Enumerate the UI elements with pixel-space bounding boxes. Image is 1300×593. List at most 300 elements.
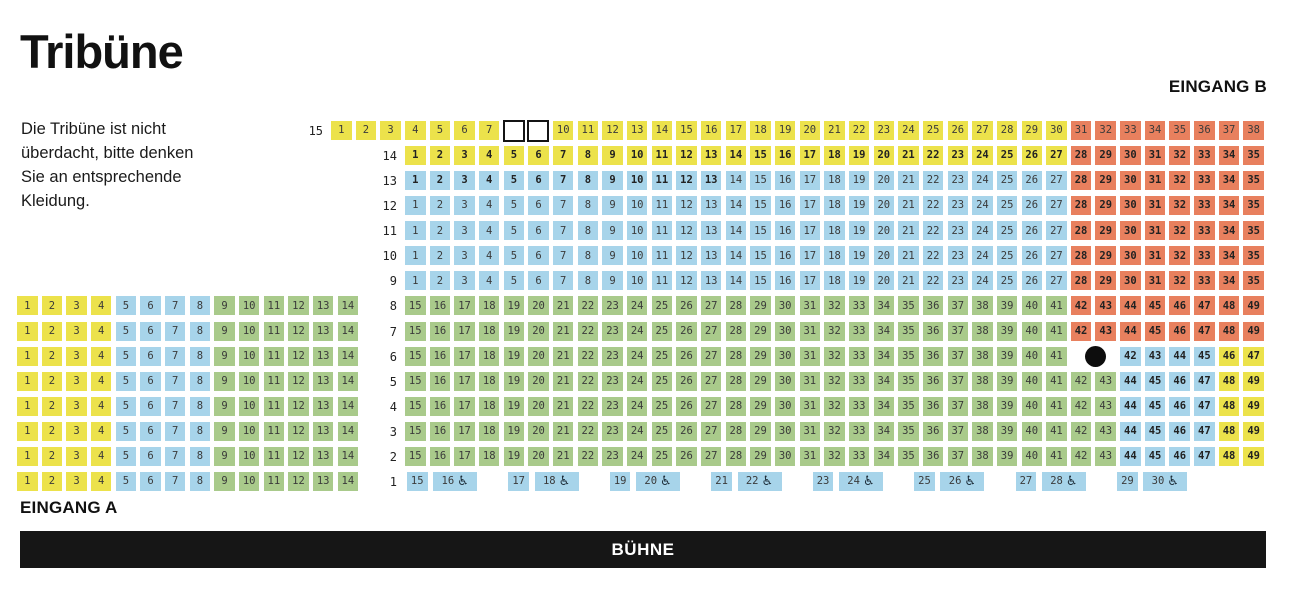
seat[interactable]: 19: [504, 397, 525, 416]
seat[interactable]: 32: [1169, 271, 1190, 290]
seat[interactable]: 32: [1169, 171, 1190, 190]
seat[interactable]: 4: [405, 121, 426, 140]
seat[interactable]: 39: [997, 322, 1018, 341]
seat[interactable]: 28: [726, 372, 747, 391]
seat[interactable]: 24: [972, 196, 993, 215]
seat[interactable]: 32: [824, 372, 845, 391]
seat[interactable]: 32: [1169, 196, 1190, 215]
seat[interactable]: 18: [750, 121, 771, 140]
seat[interactable]: 38: [972, 397, 993, 416]
seat[interactable]: 16: [775, 246, 796, 265]
seat[interactable]: 12: [288, 322, 309, 341]
seat[interactable]: 33: [849, 322, 870, 341]
seat[interactable]: 22: [923, 271, 944, 290]
seat[interactable]: 30: [1120, 271, 1141, 290]
seat[interactable]: 33: [849, 372, 870, 391]
seat[interactable]: 20: [528, 422, 549, 441]
seat[interactable]: 8: [190, 472, 211, 491]
seat[interactable]: 48: [1219, 322, 1240, 341]
seat[interactable]: 16: [775, 146, 796, 165]
seat[interactable]: 16: [775, 221, 796, 240]
seat[interactable]: 46: [1169, 397, 1190, 416]
seat[interactable]: 3: [454, 271, 475, 290]
seat[interactable]: 13: [701, 271, 722, 290]
seat[interactable]: 20: [528, 372, 549, 391]
seat[interactable]: 33: [1194, 196, 1215, 215]
seat[interactable]: 17: [508, 472, 529, 491]
seat[interactable]: 14: [338, 296, 359, 315]
seat[interactable]: 26: [1022, 171, 1043, 190]
seat[interactable]: 26: [676, 322, 697, 341]
seat[interactable]: 35: [898, 372, 919, 391]
seat[interactable]: 23: [602, 447, 623, 466]
seat[interactable]: 39: [997, 347, 1018, 366]
seat[interactable]: 2: [42, 472, 63, 491]
seat[interactable]: 4: [479, 171, 500, 190]
seat[interactable]: 10: [239, 472, 260, 491]
seat[interactable]: 4: [479, 196, 500, 215]
seat[interactable]: 5: [116, 447, 137, 466]
seat[interactable]: 12: [602, 121, 623, 140]
seat[interactable]: 29: [750, 322, 771, 341]
seat[interactable]: 19: [849, 271, 870, 290]
seat[interactable]: 33: [849, 296, 870, 315]
wheelchair-seat[interactable]: [636, 472, 680, 491]
seat[interactable]: 7: [165, 447, 186, 466]
seat[interactable]: 23: [602, 397, 623, 416]
seat[interactable]: 8: [578, 146, 599, 165]
seat[interactable]: 27: [1046, 146, 1067, 165]
seat[interactable]: 8: [578, 171, 599, 190]
seat[interactable]: 24: [972, 246, 993, 265]
seat[interactable]: 25: [997, 196, 1018, 215]
seat[interactable]: 34: [874, 372, 895, 391]
seat[interactable]: 8: [190, 447, 211, 466]
seat[interactable]: 34: [1219, 196, 1240, 215]
seat[interactable]: 30: [1046, 121, 1067, 140]
seat[interactable]: 19: [610, 472, 631, 491]
seat[interactable]: 31: [1071, 121, 1092, 140]
seat[interactable]: 30: [1120, 221, 1141, 240]
seat[interactable]: 44: [1120, 296, 1141, 315]
seat[interactable]: 40: [1022, 296, 1043, 315]
seat[interactable]: 18: [479, 422, 500, 441]
seat[interactable]: 45: [1194, 347, 1215, 366]
seat[interactable]: 22: [923, 196, 944, 215]
seat[interactable]: 28: [1071, 246, 1092, 265]
seat[interactable]: 15: [750, 246, 771, 265]
seat[interactable]: 7: [553, 246, 574, 265]
seat[interactable]: 33: [1120, 121, 1141, 140]
seat[interactable]: 43: [1095, 447, 1116, 466]
seat[interactable]: 13: [313, 447, 334, 466]
seat[interactable]: 13: [313, 422, 334, 441]
seat[interactable]: 11: [264, 397, 285, 416]
seat[interactable]: 17: [800, 271, 821, 290]
seat[interactable]: 28: [1071, 271, 1092, 290]
seat[interactable]: 19: [504, 447, 525, 466]
seat[interactable]: 46: [1169, 422, 1190, 441]
seat[interactable]: 19: [504, 372, 525, 391]
seat[interactable]: 1: [17, 447, 38, 466]
seat[interactable]: 40: [1022, 322, 1043, 341]
seat[interactable]: 14: [338, 472, 359, 491]
seat[interactable]: 32: [1095, 121, 1116, 140]
seat[interactable]: 20: [800, 121, 821, 140]
wheelchair-seat[interactable]: [433, 472, 477, 491]
seat[interactable]: 19: [849, 221, 870, 240]
seat[interactable]: 21: [898, 221, 919, 240]
seat[interactable]: 5: [430, 121, 451, 140]
seat[interactable]: 15: [405, 322, 426, 341]
seat[interactable]: 6: [528, 146, 549, 165]
seat[interactable]: 47: [1194, 422, 1215, 441]
seat[interactable]: 26: [1022, 221, 1043, 240]
seat[interactable]: 10: [239, 322, 260, 341]
seat[interactable]: 16: [430, 447, 451, 466]
seat[interactable]: 27: [701, 347, 722, 366]
seat[interactable]: 24: [972, 146, 993, 165]
seat[interactable]: 14: [726, 196, 747, 215]
seat[interactable]: 32: [824, 422, 845, 441]
seat[interactable]: 17: [800, 221, 821, 240]
seat[interactable]: 44: [1120, 372, 1141, 391]
seat[interactable]: 5: [504, 221, 525, 240]
seat[interactable]: 11: [652, 196, 673, 215]
seat[interactable]: 2: [42, 372, 63, 391]
seat[interactable]: 49: [1243, 372, 1264, 391]
seat[interactable]: 10: [627, 171, 648, 190]
seat[interactable]: 47: [1243, 347, 1264, 366]
seat[interactable]: 6: [140, 447, 161, 466]
seat[interactable]: 20: [528, 296, 549, 315]
seat[interactable]: 35: [1243, 246, 1264, 265]
seat[interactable]: 37: [948, 397, 969, 416]
seat[interactable]: 22: [578, 322, 599, 341]
seat[interactable]: 21: [898, 146, 919, 165]
seat[interactable]: 2: [356, 121, 377, 140]
seat[interactable]: 11: [264, 347, 285, 366]
seat[interactable]: 19: [504, 422, 525, 441]
seat[interactable]: 12: [288, 447, 309, 466]
seat[interactable]: 5: [116, 296, 137, 315]
seat[interactable]: 23: [602, 422, 623, 441]
seat[interactable]: 33: [1194, 271, 1215, 290]
seat[interactable]: 17: [454, 447, 475, 466]
seat[interactable]: 11: [652, 171, 673, 190]
seat[interactable]: 19: [849, 146, 870, 165]
seat[interactable]: 16: [430, 296, 451, 315]
seat[interactable]: 47: [1194, 372, 1215, 391]
seat[interactable]: 33: [849, 397, 870, 416]
seat[interactable]: 27: [1046, 221, 1067, 240]
seat[interactable]: 29: [1095, 196, 1116, 215]
seat[interactable]: 29: [750, 296, 771, 315]
seat[interactable]: 7: [165, 372, 186, 391]
seat[interactable]: 4: [479, 246, 500, 265]
seat[interactable]: 9: [214, 472, 235, 491]
seat[interactable]: 23: [948, 221, 969, 240]
seat[interactable]: 16: [430, 347, 451, 366]
seat[interactable]: 4: [91, 347, 112, 366]
seat[interactable]: 47: [1194, 322, 1215, 341]
seat[interactable]: 27: [972, 121, 993, 140]
seat[interactable]: 18: [824, 246, 845, 265]
seat[interactable]: 22: [923, 246, 944, 265]
seat[interactable]: 18: [824, 171, 845, 190]
seat[interactable]: 35: [898, 422, 919, 441]
seat[interactable]: 20: [874, 271, 895, 290]
seat[interactable]: 11: [264, 322, 285, 341]
seat[interactable]: 1: [17, 397, 38, 416]
seat[interactable]: 34: [874, 447, 895, 466]
seat[interactable]: 39: [997, 422, 1018, 441]
seat[interactable]: 28: [1071, 221, 1092, 240]
seat[interactable]: 26: [1022, 271, 1043, 290]
seat[interactable]: 45: [1145, 296, 1166, 315]
seat[interactable]: 31: [1145, 246, 1166, 265]
seat[interactable]: 27: [1046, 171, 1067, 190]
seat[interactable]: 12: [676, 221, 697, 240]
seat[interactable]: 9: [602, 271, 623, 290]
seat[interactable]: 31: [800, 422, 821, 441]
seat[interactable]: 36: [923, 322, 944, 341]
seat[interactable]: 11: [652, 246, 673, 265]
seat[interactable]: 25: [923, 121, 944, 140]
seat[interactable]: 5: [116, 397, 137, 416]
seat[interactable]: 46: [1169, 296, 1190, 315]
seat[interactable]: 38: [972, 422, 993, 441]
seat[interactable]: 24: [627, 397, 648, 416]
seat[interactable]: 29: [1095, 146, 1116, 165]
seat[interactable]: 13: [701, 146, 722, 165]
seat[interactable]: 29: [750, 372, 771, 391]
seat[interactable]: 38: [972, 296, 993, 315]
seat[interactable]: 16: [430, 397, 451, 416]
seat[interactable]: 8: [578, 196, 599, 215]
seat[interactable]: 23: [948, 146, 969, 165]
seat[interactable]: 14: [726, 246, 747, 265]
seat[interactable]: 32: [824, 322, 845, 341]
seat[interactable]: 15: [676, 121, 697, 140]
seat[interactable]: 7: [165, 422, 186, 441]
seat[interactable]: 9: [214, 347, 235, 366]
seat[interactable]: 41: [1046, 296, 1067, 315]
seat[interactable]: 20: [874, 146, 895, 165]
seat[interactable]: 9: [214, 322, 235, 341]
seat[interactable]: 46: [1169, 372, 1190, 391]
seat[interactable]: 21: [553, 322, 574, 341]
seat[interactable]: 18: [479, 296, 500, 315]
seat[interactable]: 42: [1071, 322, 1092, 341]
seat[interactable]: 9: [214, 397, 235, 416]
seat[interactable]: 1: [17, 322, 38, 341]
seat[interactable]: 27: [701, 372, 722, 391]
seat[interactable]: 17: [800, 171, 821, 190]
seat[interactable]: 46: [1169, 447, 1190, 466]
seat[interactable]: 6: [140, 372, 161, 391]
seat[interactable]: 48: [1219, 372, 1240, 391]
seat[interactable]: 4: [479, 146, 500, 165]
seat[interactable]: 40: [1022, 422, 1043, 441]
seat[interactable]: 21: [553, 372, 574, 391]
seat[interactable]: 28: [1071, 196, 1092, 215]
seat[interactable]: 5: [504, 171, 525, 190]
seat[interactable]: 36: [1194, 121, 1215, 140]
seat[interactable]: 21: [553, 447, 574, 466]
seat[interactable]: 11: [264, 296, 285, 315]
seat[interactable]: 6: [454, 121, 475, 140]
seat[interactable]: 49: [1243, 422, 1264, 441]
seat[interactable]: 25: [997, 246, 1018, 265]
seat[interactable]: 22: [578, 296, 599, 315]
seat[interactable]: 15: [405, 397, 426, 416]
seat[interactable]: 1: [405, 271, 426, 290]
seat[interactable]: 25: [652, 422, 673, 441]
seat[interactable]: 8: [190, 322, 211, 341]
seat[interactable]: 4: [91, 472, 112, 491]
seat[interactable]: 37: [948, 372, 969, 391]
seat[interactable]: 31: [1145, 146, 1166, 165]
seat[interactable]: 4: [91, 397, 112, 416]
seat[interactable]: 2: [42, 422, 63, 441]
seat[interactable]: 35: [898, 322, 919, 341]
seat[interactable]: 25: [652, 372, 673, 391]
seat[interactable]: 29: [750, 422, 771, 441]
seat[interactable]: 22: [578, 372, 599, 391]
seat[interactable]: 5: [504, 246, 525, 265]
seat[interactable]: 30: [1120, 196, 1141, 215]
seat[interactable]: 23: [948, 196, 969, 215]
seat[interactable]: 6: [528, 221, 549, 240]
seat[interactable]: 12: [676, 171, 697, 190]
seat[interactable]: 10: [239, 422, 260, 441]
seat[interactable]: 41: [1046, 347, 1067, 366]
seat[interactable]: 24: [627, 296, 648, 315]
seat[interactable]: 30: [775, 296, 796, 315]
wheelchair-seat[interactable]: [1042, 472, 1086, 491]
seat[interactable]: 36: [923, 296, 944, 315]
seat[interactable]: 45: [1145, 372, 1166, 391]
seat[interactable]: 49: [1243, 296, 1264, 315]
seat[interactable]: 14: [338, 422, 359, 441]
seat[interactable]: 45: [1145, 322, 1166, 341]
seat[interactable]: 15: [405, 422, 426, 441]
seat[interactable]: 2: [42, 447, 63, 466]
seat[interactable]: 32: [1169, 146, 1190, 165]
seat[interactable]: 17: [454, 422, 475, 441]
seat[interactable]: 31: [800, 296, 821, 315]
seat[interactable]: 28: [726, 322, 747, 341]
seat[interactable]: 5: [116, 347, 137, 366]
seat[interactable]: 34: [874, 322, 895, 341]
seat[interactable]: 30: [775, 372, 796, 391]
seat[interactable]: 40: [1022, 372, 1043, 391]
seat[interactable]: 35: [898, 347, 919, 366]
seat[interactable]: 4: [479, 221, 500, 240]
seat[interactable]: 11: [652, 271, 673, 290]
seat[interactable]: 18: [479, 447, 500, 466]
seat[interactable]: 17: [454, 347, 475, 366]
seat[interactable]: 12: [676, 246, 697, 265]
seat[interactable]: 31: [800, 397, 821, 416]
seat[interactable]: 18: [824, 196, 845, 215]
seat[interactable]: 14: [726, 146, 747, 165]
seat[interactable]: 13: [313, 372, 334, 391]
seat[interactable]: 3: [66, 397, 87, 416]
seat[interactable]: 17: [726, 121, 747, 140]
seat[interactable]: 10: [627, 196, 648, 215]
seat[interactable]: 41: [1046, 447, 1067, 466]
seat[interactable]: 7: [165, 397, 186, 416]
seat[interactable]: 5: [504, 196, 525, 215]
seat[interactable]: 3: [454, 171, 475, 190]
seat[interactable]: 14: [726, 271, 747, 290]
seat[interactable]: 23: [602, 322, 623, 341]
seat[interactable]: 21: [553, 296, 574, 315]
seat[interactable]: 34: [1219, 271, 1240, 290]
seat[interactable]: 16: [430, 322, 451, 341]
seat[interactable]: 37: [948, 296, 969, 315]
seat[interactable]: 24: [972, 171, 993, 190]
seat[interactable]: 4: [91, 372, 112, 391]
seat[interactable]: 38: [972, 322, 993, 341]
seat[interactable]: 33: [1194, 146, 1215, 165]
seat[interactable]: 18: [824, 271, 845, 290]
seat[interactable]: 15: [750, 221, 771, 240]
seat[interactable]: 36: [923, 372, 944, 391]
seat[interactable]: 33: [849, 447, 870, 466]
seat[interactable]: 45: [1145, 397, 1166, 416]
seat[interactable]: 30: [775, 347, 796, 366]
seat[interactable]: 37: [948, 422, 969, 441]
seat[interactable]: 10: [627, 271, 648, 290]
seat[interactable]: 36: [923, 397, 944, 416]
seat[interactable]: 1: [405, 246, 426, 265]
seat[interactable]: 23: [874, 121, 895, 140]
seat[interactable]: 49: [1243, 322, 1264, 341]
seat[interactable]: 11: [264, 422, 285, 441]
seat[interactable]: 48: [1219, 296, 1240, 315]
seat[interactable]: 2: [430, 171, 451, 190]
seat[interactable]: 3: [66, 372, 87, 391]
seat[interactable]: 3: [454, 196, 475, 215]
seat[interactable]: 9: [602, 221, 623, 240]
seat[interactable]: 23: [948, 171, 969, 190]
seat[interactable]: 48: [1219, 422, 1240, 441]
seat[interactable]: 37: [948, 347, 969, 366]
seat[interactable]: 9: [602, 246, 623, 265]
seat[interactable]: 24: [627, 447, 648, 466]
seat[interactable]: 18: [479, 347, 500, 366]
seat[interactable]: 8: [190, 296, 211, 315]
seat[interactable]: 38: [972, 447, 993, 466]
seat[interactable]: 10: [239, 447, 260, 466]
seat[interactable]: 14: [726, 171, 747, 190]
seat[interactable]: 6: [528, 196, 549, 215]
seat[interactable]: 15: [405, 296, 426, 315]
seat[interactable]: 3: [454, 221, 475, 240]
seat[interactable]: 32: [824, 397, 845, 416]
seat[interactable]: 4: [91, 447, 112, 466]
seat[interactable]: 22: [849, 121, 870, 140]
seat[interactable]: 13: [313, 296, 334, 315]
seat[interactable]: 23: [948, 246, 969, 265]
seat[interactable]: 10: [553, 121, 574, 140]
seat[interactable]: 5: [504, 146, 525, 165]
seat[interactable]: 36: [923, 422, 944, 441]
seat[interactable]: 15: [750, 271, 771, 290]
